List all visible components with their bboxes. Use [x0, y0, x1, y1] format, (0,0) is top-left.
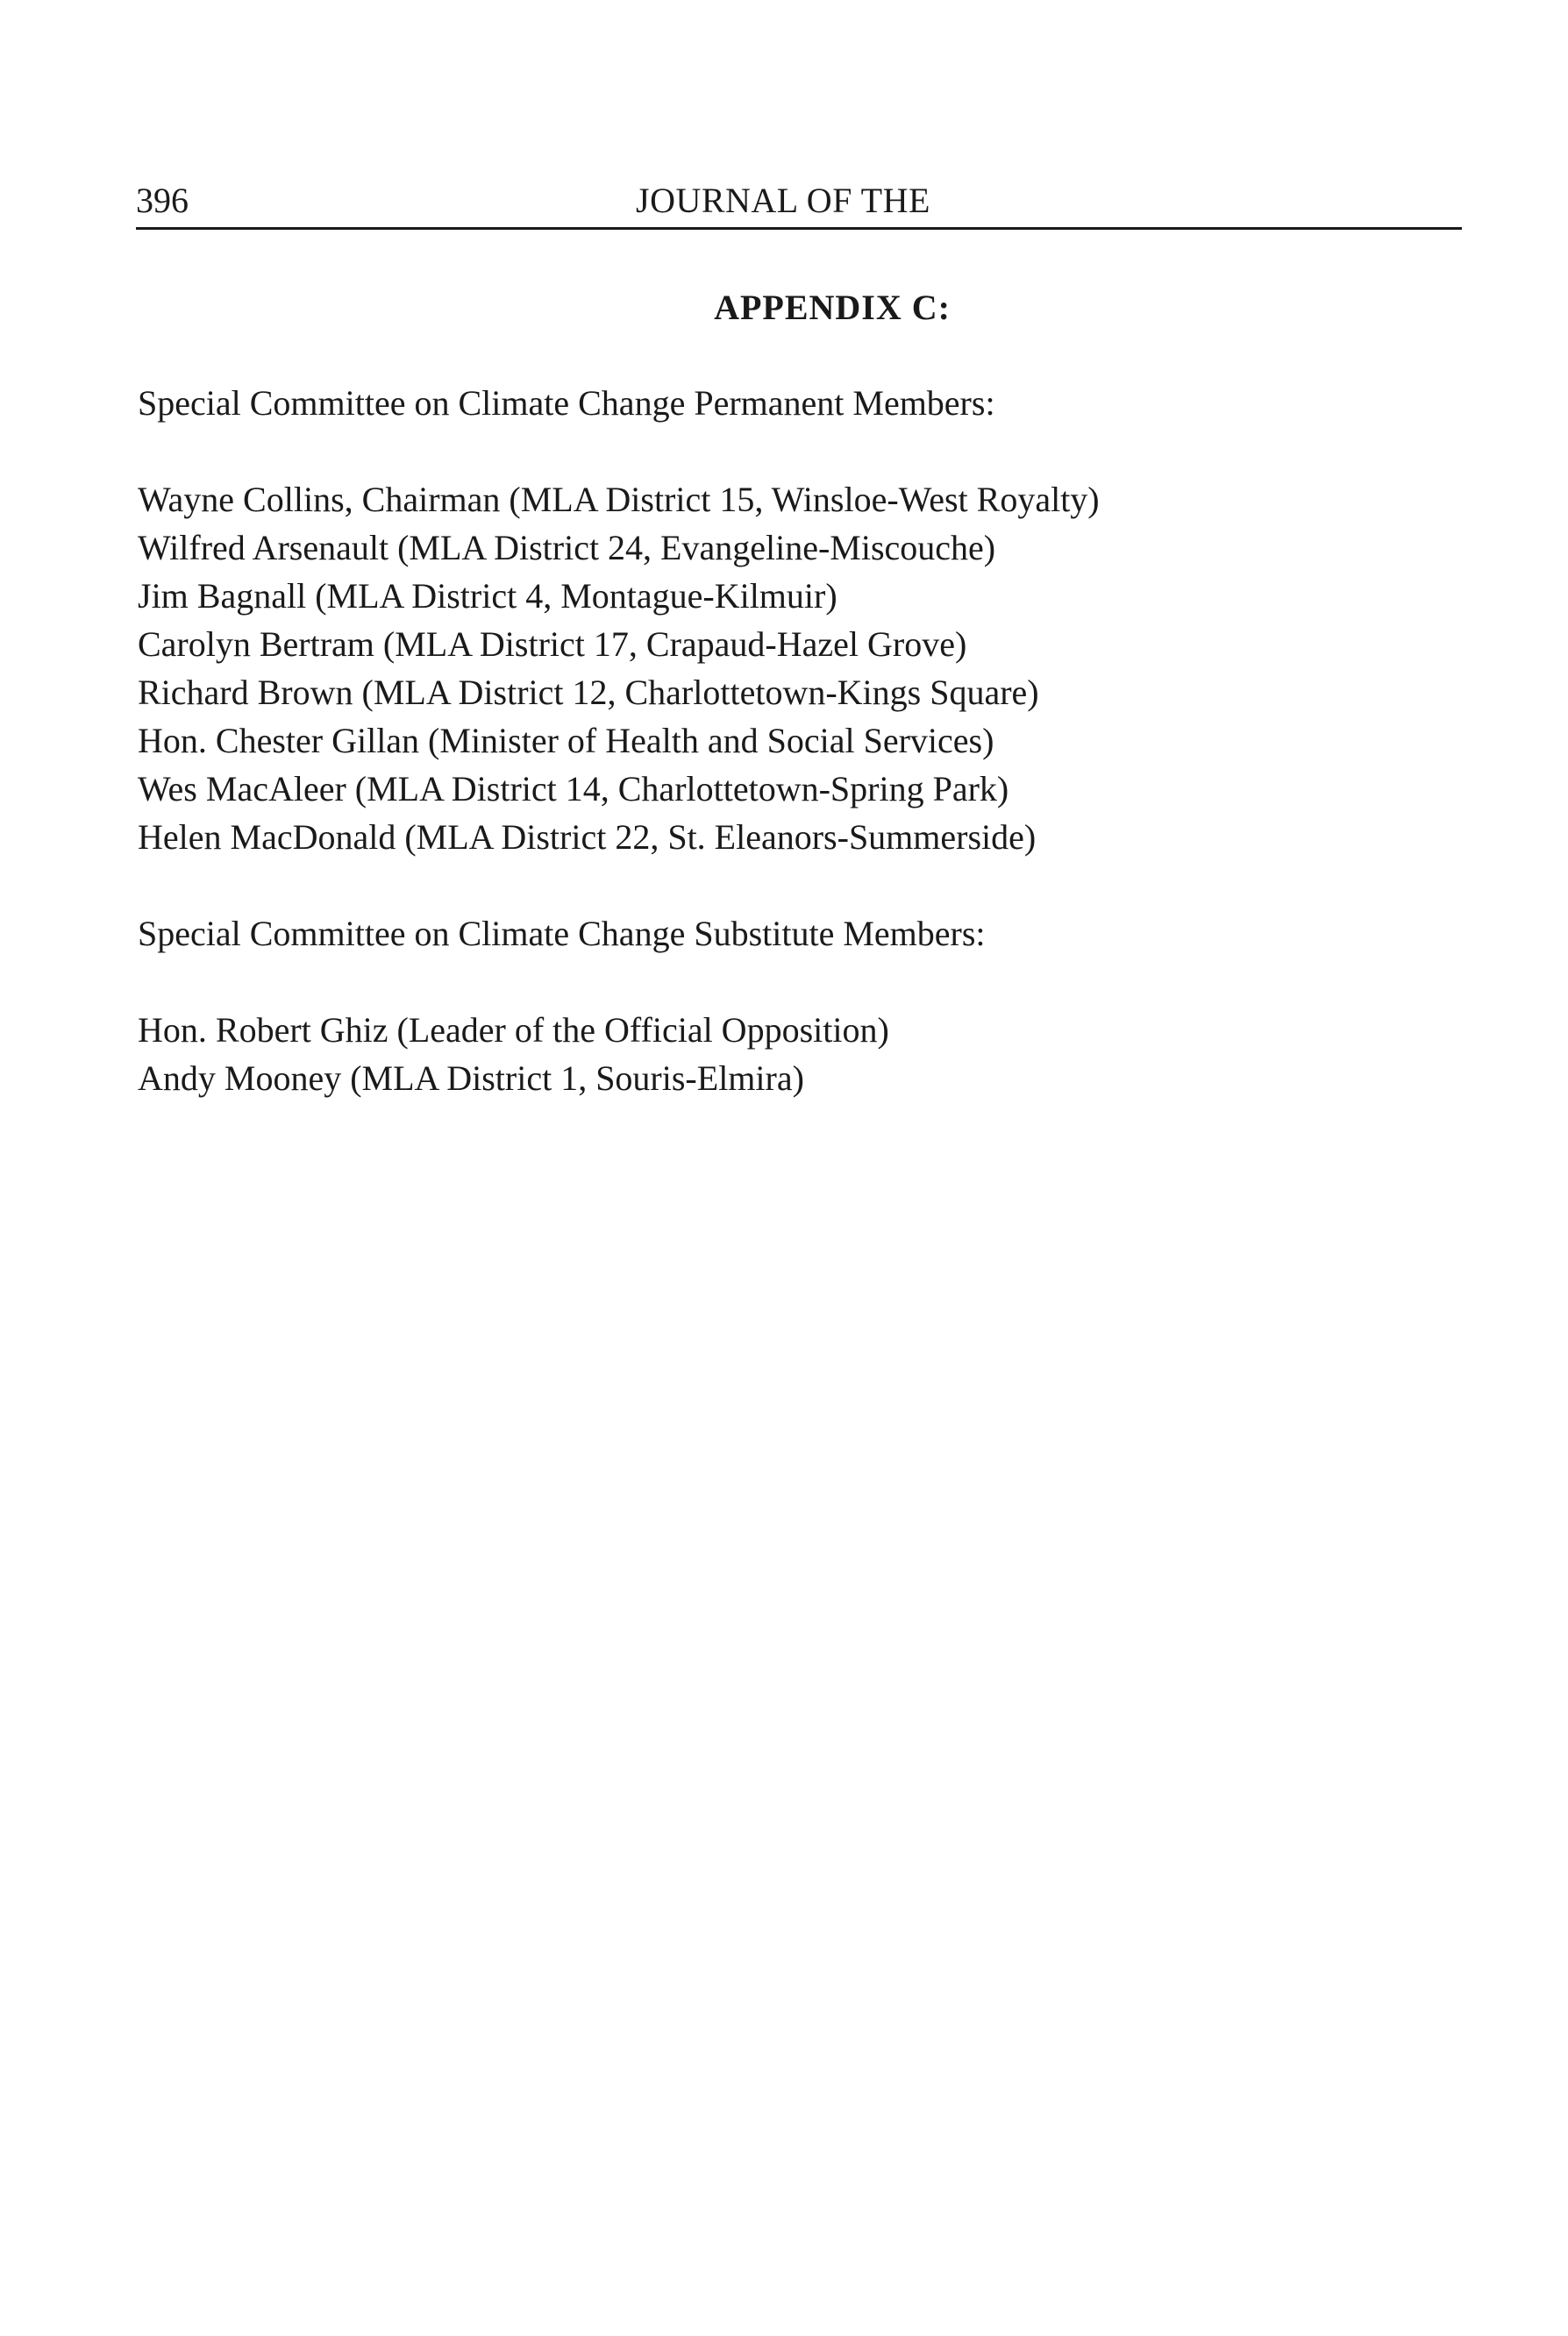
substitute-members-list	[138, 1006, 1453, 1102]
appendix-title: APPENDIX C:	[714, 288, 951, 327]
list-item: Richard Brown (MLA District 12, Charlottetown-Kings Square)	[138, 673, 1039, 712]
header-rule	[136, 227, 1462, 230]
list-item: Wilfred Arsenault (MLA District 24, Evangeline-Miscouche)	[138, 528, 996, 567]
list-item: Jim Bagnall (MLA District 4, Montague-Kilmuir)	[138, 576, 837, 616]
permanent-members-list	[138, 475, 1453, 861]
list-item: Helen MacDonald (MLA District 22, St. Eleanors-Summerside)	[138, 817, 1037, 857]
list-item: Carolyn Bertram (MLA District 17, Crapaud-Hazel Grove)	[138, 624, 967, 664]
permanent-members-heading: Special Committee on Climate Change Permanent Members:	[138, 383, 995, 423]
list-item: Wayne Collins, Chairman (MLA District 15, Winsloe-West Royalty)	[138, 480, 1100, 519]
page-number: 396	[136, 181, 189, 220]
list-item: Andy Mooney (MLA District 1, Souris-Elmira)	[138, 1058, 804, 1098]
list-item: Wes MacAleer (MLA District 14, Charlottetown-Spring Park)	[138, 769, 1009, 808]
page-content	[138, 379, 1453, 1102]
list-item: Hon. Robert Ghiz (Leader of the Official Opposition)	[138, 1010, 889, 1050]
list-item: Hon. Chester Gillan (Minister of Health and Social Services)	[138, 721, 994, 760]
running-header	[136, 179, 1462, 231]
journal-title: JOURNAL OF THE	[636, 181, 930, 220]
substitute-members-heading: Special Committee on Climate Change Substitute Members:	[138, 914, 986, 953]
